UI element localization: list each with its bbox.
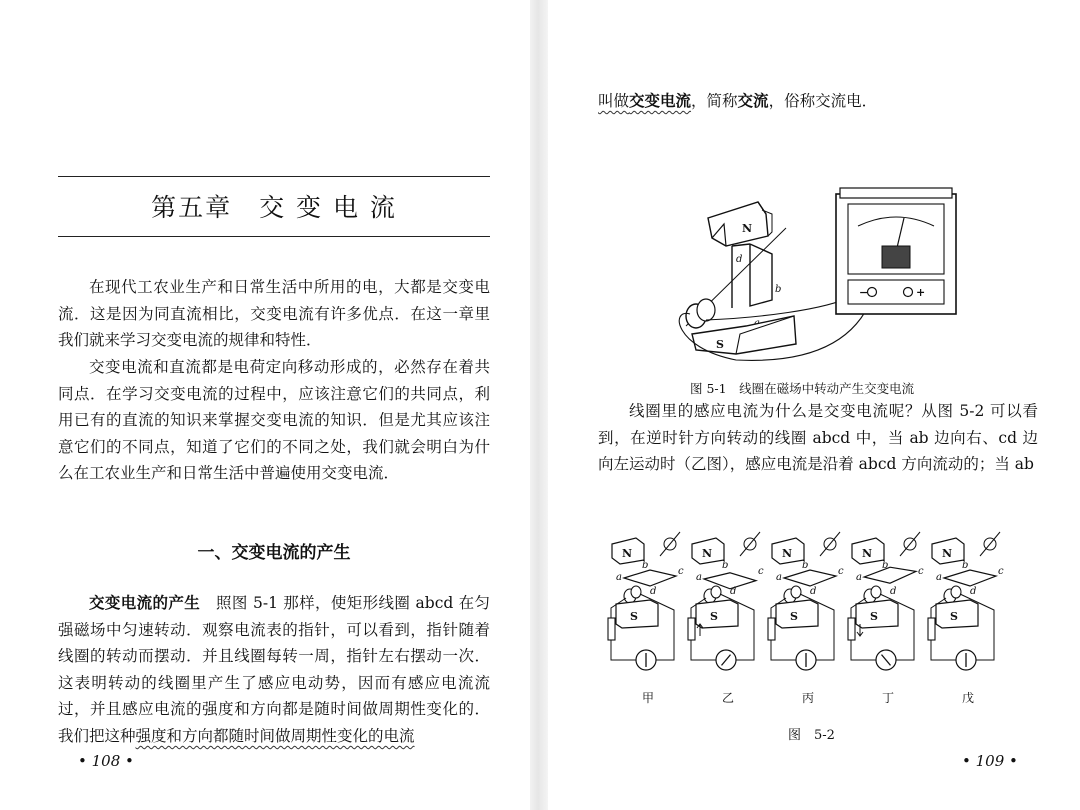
fig-5-2-panel [928, 532, 1004, 705]
coil-label-c: c [998, 566, 1004, 577]
south-label: S [950, 610, 958, 623]
terminal-plus [904, 288, 913, 297]
slip-ring [791, 586, 801, 598]
coil-label-c: c [678, 566, 684, 577]
north-label: N [782, 547, 793, 560]
left-page [0, 0, 530, 810]
chapter-bottom-rule [58, 236, 490, 237]
panel-label: 丁 [882, 691, 895, 705]
page-number-right: • 109 • [962, 752, 1018, 770]
slip-ring-2 [697, 299, 715, 321]
coil-label-b: b [775, 284, 782, 295]
coil [864, 565, 916, 585]
section-paragraph [58, 590, 490, 750]
rotation-axis [820, 532, 840, 556]
slip-ring [711, 586, 721, 598]
chapter-title: 第五章 交 变 电 流 [151, 193, 397, 222]
panel-label: 甲 [642, 691, 655, 705]
term-ac-generation: 交变电流的产生 [89, 594, 201, 612]
right-page [548, 0, 1080, 810]
coil-label-d: d [970, 586, 977, 597]
wavy-definition: 强度和方向都随时间做周期性变化的电流 [135, 726, 415, 745]
coil-label-b: b [722, 560, 729, 571]
resistor [688, 618, 695, 640]
resistor [608, 618, 615, 640]
terminal-minus [868, 288, 877, 297]
short-term: 交流 [737, 92, 769, 110]
south-label: S [710, 610, 718, 623]
continuation-middle: ，简称 [691, 92, 738, 110]
continuation-lead-term: 叫做交变电流 [598, 92, 692, 110]
section-title: 一、交变电流的产生 [197, 543, 351, 563]
north-label: N [862, 547, 873, 560]
coil [784, 570, 836, 586]
slip-ring [951, 586, 961, 598]
panel-label: 乙 [722, 691, 735, 705]
coil-label-a: a [776, 572, 782, 583]
north-label: N [742, 222, 753, 235]
plus-label: + [916, 286, 926, 299]
coil-label-b: b [882, 560, 889, 571]
coil-label-c: c [918, 566, 924, 577]
figure-5-1-caption: 图 5-1 线圈在磁场中转动产生交变电流 [690, 381, 915, 396]
north-label: N [702, 547, 713, 560]
coil-label-d: d [650, 586, 657, 597]
rotation-axis [980, 532, 1000, 556]
south-magnet [692, 316, 796, 354]
north-magnet [708, 202, 768, 246]
resistor [848, 618, 855, 640]
section-paragraph-text: 照图 5-1 那样，使矩形线圈 abcd 在匀强磁场中匀速转动．观察电流表的指针，可以看到，指针随着线圈的转动而摆动．并且线圈每转一周，指针左右摆动一次．这表明转动的线圈里产生了感应电动势，因而有感应电流流过，并且感应电流的强度和方向都是随时间做周期性变化的．我们把这种 [58, 594, 490, 745]
fig-5-2-panel [768, 532, 844, 705]
resistor [928, 618, 935, 640]
south-label: S [630, 610, 638, 623]
intro-paragraph-2: 交变电流和直流都是电荷定向移动形成的，必然存在着共同点．在学习交变电流的过程中，应该注意它们的共同点，利用已有的直流的知识来掌握交变电流的知识．但是尤其应该注意它们的不同点，知道了它们的不同之处，我们就会明白为什么在工农业生产和日常生活中普遍使用交变电流． [58, 358, 490, 483]
rotation-axis [900, 532, 920, 556]
coil-label-a: a [856, 572, 862, 583]
coil-label-b: b [642, 560, 649, 571]
coil-label-d: d [730, 586, 737, 597]
right-paragraph: 线圈里的感应电流为什么是交变电流呢？从图 5-2 可以看到，在逆时针方向转动的线圈 abcd 中，当 ab 边向右、cd 边向左运动时（乙图），感应电流是沿着 abcd 方向流动的；当 ab [598, 402, 1038, 474]
rotation-axis [660, 532, 680, 556]
fig-5-2-panel [608, 532, 684, 705]
coil-label-c: c [758, 566, 764, 577]
coil-label-a: a [936, 572, 942, 583]
south-label: S [716, 338, 724, 351]
coil-label-c: c [838, 566, 844, 577]
page-number-left: • 108 • [78, 752, 134, 770]
coil-label-d: d [736, 254, 743, 265]
coil-label-a: a [696, 572, 702, 583]
coil-label-a: a [616, 572, 622, 583]
figure-5-2-caption: 图 5-2 [788, 728, 835, 743]
figure-5-2 [610, 530, 1030, 710]
resistor [768, 618, 775, 640]
minus-label: − [859, 286, 869, 299]
continuation-tail: ，俗称交流电． [768, 92, 878, 110]
figure-5-1 [676, 188, 976, 363]
south-label: S [790, 610, 798, 623]
north-label: N [942, 547, 953, 560]
south-label: S [870, 610, 878, 623]
slip-ring [631, 586, 641, 598]
coil-label-d: d [890, 586, 897, 597]
coil-label-d: d [810, 586, 817, 597]
meter-movement [882, 246, 910, 268]
north-label: N [622, 547, 633, 560]
coil-label-b: b [802, 560, 809, 571]
fig-5-2-panel [688, 532, 764, 705]
coil [944, 570, 996, 586]
rotation-axis [740, 532, 760, 556]
panel-label: 戊 [962, 691, 975, 705]
intro-paragraph-1: 在现代工农业生产和日常生活中所用的电，大都是交变电流．这是因为同直流相比，交变电流有许多优点．在这一章里我们就来学习交变电流的规律和特性． [58, 278, 490, 350]
panel-label: 丙 [802, 691, 815, 705]
book-gutter [530, 0, 548, 810]
coil-label-b: b [962, 560, 969, 571]
continuation-line [598, 88, 1038, 115]
wire-2 [706, 296, 852, 320]
coil [624, 570, 676, 586]
chapter-top-rule [58, 176, 490, 177]
fig-5-2-panel [848, 532, 924, 705]
slip-ring [871, 586, 881, 598]
